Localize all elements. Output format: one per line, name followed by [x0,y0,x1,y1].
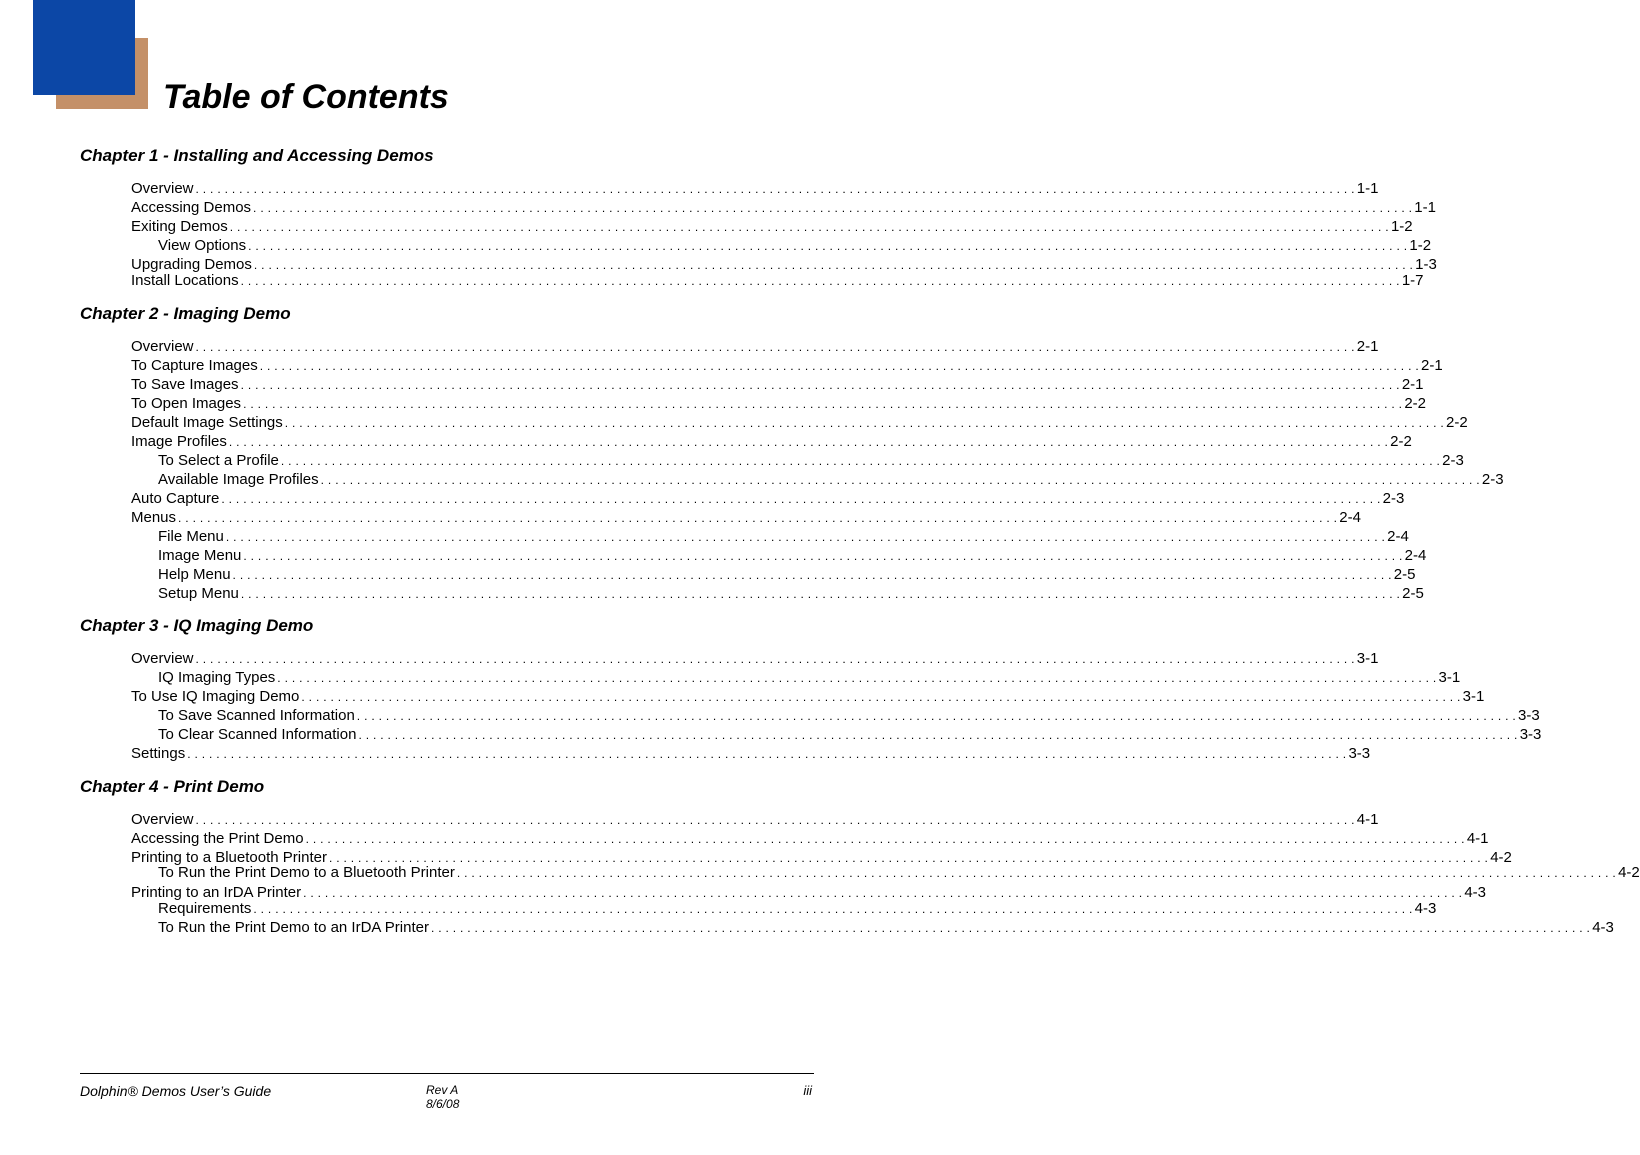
toc-page-number: 3-3 [1348,745,1371,762]
toc-dot-leader: . . . . . . . . . . . . . . . . . . . . . . . . . . . . . . . . . . . . . . . . . . . . . . . . . . . . . . . . . . . . . . . . . . . . . . . . . . . . . . . . . . . . . . . . . . . . . . . . . . . . . . . . . . . . . . . . . . . . . . . . . . . . . . . . . . . . . . . . . . . . . . . . . . . . . . . . . . . . . . . . [253,258,1414,272]
footer-rule [80,1073,814,1074]
toc-entry[interactable] [131,649,1379,668]
toc-dot-leader: . . . . . . . . . . . . . . . . . . . . . . . . . . . . . . . . . . . . . . . . . . . . . . . . . . . . . . . . . . . . . . . . . . . . . . . . . . . . . . . . . . . . . . . . . . . . . . . . . . . . . . . . . . . . . . . . . . . . . . . . . . . . . . . . . . . . . . . . . . . . . . . . . . . . . . . . . . . . . . . . [243,397,1403,411]
toc-entry[interactable] [158,470,1504,489]
toc-entry[interactable] [131,271,1424,290]
toc-page-number: 4-3 [1414,900,1437,917]
toc-entry[interactable] [131,337,1379,356]
toc-entry-label: Settings [131,745,186,762]
toc-dot-leader: . . . . . . . . . . . . . . . . . . . . . . . . . . . . . . . . . . . . . . . . . . . . . . . . . . . . . . . . . . . . . . . . . . . . . . . . . . . . . . . . . . . . . . . . . . . . . . . . . . . . . . . . . . . . . . . . . . . . . . . . . . . . . . . . . . . . . . . . . . . . . . . . . . . . . . . . . . . . . . . . [195,813,1355,827]
toc-entry-label: To Open Images [131,395,242,412]
chapter-heading: Chapter 4 - Print Demo [80,777,265,796]
toc-entry[interactable] [131,413,1468,432]
chapter-heading: Chapter 2 - Imaging Demo [80,304,291,323]
toc-page-number: 2-3 [1481,471,1504,488]
toc-page-number: 1-1 [1414,199,1436,216]
toc-entry[interactable] [131,829,1489,848]
toc-dot-leader: . . . . . . . . . . . . . . . . . . . . . . . . . . . . . . . . . . . . . . . . . . . . . . . . . . . . . . . . . . . . . . . . . . . . . . . . . . . . . . . . . . . . . . . . . . . . . . . . . . . . . . . . . . . . . . . . . . . . . . . . . . . . . . . . . . . . . . . . . . . . . . . . . . . . . . . . . . . . . . . . [248,239,1408,253]
toc-entry-label: Default Image Settings [131,414,283,431]
toc-entry-label: Available Image Profiles [158,471,319,488]
toc-entry[interactable] [158,236,1432,255]
toc-entry-label: Accessing Demos [131,199,252,216]
toc-entry[interactable] [158,725,1542,744]
toc-entry-label: Overview [131,650,194,667]
toc-dot-leader: . . . . . . . . . . . . . . . . . . . . . . . . . . . . . . . . . . . . . . . . . . . . . . . . . . . . . . . . . . . . . . . . . . . . . . . . . . . . . . . . . . . . . . . . . . . . . . . . . . . . . . . . . . . . . . . . . . . . . . . . . . . . . . . . . . . . . . . . . . . . . . . . . . . . . . . . . . . . . . . . [303,886,1463,900]
toc-entry-label: Accessing the Print Demo [131,830,304,847]
toc-entry-label: IQ Imaging Types [158,669,276,686]
toc-page-number: 3-3 [1519,726,1542,743]
toc-entry-label: Setup Menu [158,585,239,602]
toc-dot-leader: . . . . . . . . . . . . . . . . . . . . . . . . . . . . . . . . . . . . . . . . . . . . . . . . . . . . . . . . . . . . . . . . . . . . . . . . . . . . . . . . . . . . . . . . . . . . . . . . . . . . . . . . . . . . . . . . . . . . . . . . . . . . . . . . . . . . . . . . . . . . . . . . . . . . . . . . . . . . . . . . [232,568,1392,582]
toc-entry-label: Auto Capture [131,490,220,507]
toc-page-number: 3-1 [1356,650,1379,667]
toc-page-number: 1-7 [1401,272,1424,289]
toc-page-number: 2-1 [1356,338,1379,355]
toc-entry[interactable] [131,179,1379,198]
toc-entry[interactable] [131,394,1426,413]
toc-entry[interactable] [158,451,1464,470]
toc-page-number: 2-5 [1393,566,1416,583]
toc-dot-leader: . . . . . . . . . . . . . . . . . . . . . . . . . . . . . . . . . . . . . . . . . . . . . . . . . . . . . . . . . . . . . . . . . . . . . . . . . . . . . . . . . . . . . . . . . . . . . . . . . . . . . . . . . . . . . . . . . . . . . . . . . . . . . . . . . . . . . . . . . . . . . . . . . . . . . . . . . . . . . . . . [243,549,1403,563]
toc-dot-leader: . . . . . . . . . . . . . . . . . . . . . . . . . . . . . . . . . . . . . . . . . . . . . . . . . . . . . . . . . . . . . . . . . . . . . . . . . . . . . . . . . . . . . . . . . . . . . . . . . . . . . . . . . . . . . . . . . . . . . . . . . . . . . . . . . . . . . . . . . . . . . . . . . . . . . . . . . . . . . . . . [277,671,1437,685]
toc-dot-leader: . . . . . . . . . . . . . . . . . . . . . . . . . . . . . . . . . . . . . . . . . . . . . . . . . . . . . . . . . . . . . . . . . . . . . . . . . . . . . . . . . . . . . . . . . . . . . . . . . . . . . . . . . . . . . . . . . . . . . . . . . . . . . . . . . . . . . . . . . . . . . . . . . . . . . . . . . . . . . . . . [284,416,1445,430]
toc-entry[interactable] [158,584,1424,603]
toc-entry[interactable] [131,744,1371,763]
toc-entry-label: To Save Scanned Information [158,707,355,724]
toc-page-number: 1-1 [1356,180,1379,197]
toc-entry[interactable] [158,527,1409,546]
toc-entry-label: To Run the Print Demo to an IrDA Printer [158,919,429,936]
toc-page-number: 1-2 [1390,218,1413,235]
toc-entry-label: To Run the Print Demo to a Bluetooth Printer [158,864,455,881]
toc-page-number: 2-2 [1404,395,1426,412]
toc-entry[interactable] [131,217,1413,236]
toc-entry-label: Help Menu [158,566,231,583]
toc-entry[interactable] [158,546,1427,565]
toc-dot-leader: . . . . . . . . . . . . . . . . . . . . . . . . . . . . . . . . . . . . . . . . . . . . . . . . . . . . . . . . . . . . . . . . . . . . . . . . . . . . . . . . . . . . . . . . . . . . . . . . . . . . . . . . . . . . . . . . . . . . . . . . . . . . . . . . . . . . . . . . . . . . . . . . . . . . . . . . . . . . . . . . [320,473,1480,487]
toc-entry[interactable] [158,863,1640,882]
toc-entry-label: Printing to an IrDA Printer [131,884,302,901]
page-title: Table of Contents [163,78,449,116]
toc-dot-leader: . . . . . . . . . . . . . . . . . . . . . . . . . . . . . . . . . . . . . . . . . . . . . . . . . . . . . . . . . . . . . . . . . . . . . . . . . . . . . . . . . . . . . . . . . . . . . . . . . . . . . . . . . . . . . . . . . . . . . . . . . . . . . . . . . . . . . . . . . . . . . . . . . . . . . . . . . . . . . . . . [221,492,1381,506]
toc-entry-label: Image Menu [158,547,242,564]
toc-dot-leader: . . . . . . . . . . . . . . . . . . . . . . . . . . . . . . . . . . . . . . . . . . . . . . . . . . . . . . . . . . . . . . . . . . . . . . . . . . . . . . . . . . . . . . . . . . . . . . . . . . . . . . . . . . . . . . . . . . . . . . . . . . . . . . . . . . . . . . . . . . . . . . . . . . . . . . . . . . . . . . . . [259,359,1419,373]
toc-page-number: 2-3 [1382,490,1405,507]
toc-page-number: 3-1 [1462,688,1485,705]
toc-entry-label: To Capture Images [131,357,258,374]
toc-page-number: 2-4 [1339,509,1361,526]
toc-entry[interactable] [131,687,1485,706]
toc-dot-leader: . . . . . . . . . . . . . . . . . . . . . . . . . . . . . . . . . . . . . . . . . . . . . . . . . . . . . . . . . . . . . . . . . . . . . . . . . . . . . . . . . . . . . . . . . . . . . . . . . . . . . . . . . . . . . . . . . . . . . . . . . . . . . . . . . . . . . . . . . . . . . . . . . . . . . . . . . . . . . . . . [356,709,1517,723]
toc-dot-leader: . . . . . . . . . . . . . . . . . . . . . . . . . . . . . . . . . . . . . . . . . . . . . . . . . . . . . . . . . . . . . . . . . . . . . . . . . . . . . . . . . . . . . . . . . . . . . . . . . . . . . . . . . . . . . . . . . . . . . . . . . . . . . . . . . . . . . . . . . . . . . . . . . . . . . . . . . . . . . . . . [240,274,1400,288]
toc-dot-leader: . . . . . . . . . . . . . . . . . . . . . . . . . . . . . . . . . . . . . . . . . . . . . . . . . . . . . . . . . . . . . . . . . . . . . . . . . . . . . . . . . . . . . . . . . . . . . . . . . . . . . . . . . . . . . . . . . . . . . . . . . . . . . . . . . . . . . . . . . . . . . . . . . . . . . . . . . . . . . . . . [225,530,1386,544]
toc-page-number: 2-4 [1387,528,1409,545]
toc-entry-label: To Save Images [131,376,239,393]
toc-entry[interactable] [131,375,1424,394]
toc-dot-leader: . . . . . . . . . . . . . . . . . . . . . . . . . . . . . . . . . . . . . . . . . . . . . . . . . . . . . . . . . . . . . . . . . . . . . . . . . . . . . . . . . . . . . . . . . . . . . . . . . . . . . . . . . . . . . . . . . . . . . . . . . . . . . . . . . . . . . . . . . . . . . . . . . . . . . . . . . . . . . . . . [195,652,1355,666]
toc-page-number: 2-2 [1446,414,1468,431]
corner-decoration [0,0,160,120]
toc-entry-label: File Menu [158,528,224,545]
toc-entry[interactable] [131,198,1436,217]
chapter-heading: Chapter 3 - IQ Imaging Demo [80,616,314,635]
toc-dot-leader: . . . . . . . . . . . . . . . . . . . . . . . . . . . . . . . . . . . . . . . . . . . . . . . . . . . . . . . . . . . . . . . . . . . . . . . . . . . . . . . . . . . . . . . . . . . . . . . . . . . . . . . . . . . . . . . . . . . . . . . . . . . . . . . . . . . . . . . . . . . . . . . . . . . . . . . . . . . . . . . . [195,340,1355,354]
toc-dot-leader: . . . . . . . . . . . . . . . . . . . . . . . . . . . . . . . . . . . . . . . . . . . . . . . . . . . . . . . . . . . . . . . . . . . . . . . . . . . . . . . . . . . . . . . . . . . . . . . . . . . . . . . . . . . . . . . . . . . . . . . . . . . . . . . . . . . . . . . . . . . . . . . . . . . . . . . . . . . . . . . . [305,832,1465,846]
toc-dot-leader: . . . . . . . . . . . . . . . . . . . . . . . . . . . . . . . . . . . . . . . . . . . . . . . . . . . . . . . . . . . . . . . . . . . . . . . . . . . . . . . . . . . . . . . . . . . . . . . . . . . . . . . . . . . . . . . . . . . . . . . . . . . . . . . . . . . . . . . . . . . . . . . . . . . . . . . . . . . . . . . . [240,587,1401,601]
toc-dot-leader: . . . . . . . . . . . . . . . . . . . . . . . . . . . . . . . . . . . . . . . . . . . . . . . . . . . . . . . . . . . . . . . . . . . . . . . . . . . . . . . . . . . . . . . . . . . . . . . . . . . . . . . . . . . . . . . . . . . . . . . . . . . . . . . . . . . . . . . . . . . . . . . . . . . . . . . . . . . . . . . . [253,902,1413,916]
corner-blue-square [33,0,135,95]
toc-entry[interactable] [131,432,1412,451]
toc-entry[interactable] [158,918,1614,937]
toc-page-number: 2-4 [1404,547,1427,564]
toc-entry-label: Exiting Demos [131,218,228,235]
toc-page-number: 4-1 [1466,830,1489,847]
toc-entry-label: Printing to a Bluetooth Printer [131,849,327,866]
toc-dot-leader: . . . . . . . . . . . . . . . . . . . . . . . . . . . . . . . . . . . . . . . . . . . . . . . . . . . . . . . . . . . . . . . . . . . . . . . . . . . . . . . . . . . . . . . . . . . . . . . . . . . . . . . . . . . . . . . . . . . . . . . . . . . . . . . . . . . . . . . . . . . . . . . . . . . . . . . . . . . . . . . . [187,747,1347,761]
toc-entry-label: Overview [131,180,194,197]
toc-entry-label: Image Profiles [131,433,227,450]
toc-entry-label: Overview [131,338,194,355]
toc-dot-leader: . . . . . . . . . . . . . . . . . . . . . . . . . . . . . . . . . . . . . . . . . . . . . . . . . . . . . . . . . . . . . . . . . . . . . . . . . . . . . . . . . . . . . . . . . . . . . . . . . . . . . . . . . . . . . . . . . . . . . . . . . . . . . . . . . . . . . . . . . . . . . . . . . . . . . . . . . . . . . . . . [280,454,1441,468]
toc-entry-label: To Select a Profile [158,452,279,469]
toc-page-number: 2-1 [1401,376,1424,393]
toc-entry-label: Overview [131,811,194,828]
toc-entry-label: To Clear Scanned Information [158,726,357,743]
toc-entry[interactable] [131,489,1405,508]
toc-entry-label: Upgrading Demos [131,256,252,273]
footer-revision: Rev A [426,1083,459,1097]
toc-entry[interactable] [158,706,1540,725]
toc-page-number: 4-2 [1618,864,1640,881]
toc-page-number: 4-3 [1592,919,1614,936]
toc-dot-leader: . . . . . . . . . . . . . . . . . . . . . . . . . . . . . . . . . . . . . . . . . . . . . . . . . . . . . . . . . . . . . . . . . . . . . . . . . . . . . . . . . . . . . . . . . . . . . . . . . . . . . . . . . . . . . . . . . . . . . . . . . . . . . . . . . . . . . . . . . . . . . . . . . . . . . . . . . . . . . . . . [301,690,1461,704]
toc-entry-label: To Use IQ Imaging Demo [131,688,300,705]
footer-page-number: iii [803,1083,812,1098]
footer-revision-block [426,1083,459,1111]
toc-entry[interactable] [131,508,1361,527]
toc-page-number: 2-5 [1402,585,1424,602]
toc-page-number: 2-3 [1442,452,1464,469]
toc-dot-leader: . . . . . . . . . . . . . . . . . . . . . . . . . . . . . . . . . . . . . . . . . . . . . . . . . . . . . . . . . . . . . . . . . . . . . . . . . . . . . . . . . . . . . . . . . . . . . . . . . . . . . . . . . . . . . . . . . . . . . . . . . . . . . . . . . . . . . . . . . . . . . . . . . . . . . . . . . . . . . . . . [178,511,1338,525]
toc-dot-leader: . . . . . . . . . . . . . . . . . . . . . . . . . . . . . . . . . . . . . . . . . . . . . . . . . . . . . . . . . . . . . . . . . . . . . . . . . . . . . . . . . . . . . . . . . . . . . . . . . . . . . . . . . . . . . . . . . . . . . . . . . . . . . . . . . . . . . . . . . . . . . . . . . . . . . . . . . . . . . . . . [328,851,1489,865]
toc-entry-label: View Options [158,237,247,254]
toc-page-number: 3-3 [1518,707,1540,724]
toc-entry[interactable] [131,356,1443,375]
toc-dot-leader: . . . . . . . . . . . . . . . . . . . . . . . . . . . . . . . . . . . . . . . . . . . . . . . . . . . . . . . . . . . . . . . . . . . . . . . . . . . . . . . . . . . . . . . . . . . . . . . . . . . . . . . . . . . . . . . . . . . . . . . . . . . . . . . . . . . . . . . . . . . . . . . . . . . . . . . . . . . . . . . . [430,921,1591,935]
toc-dot-leader: . . . . . . . . . . . . . . . . . . . . . . . . . . . . . . . . . . . . . . . . . . . . . . . . . . . . . . . . . . . . . . . . . . . . . . . . . . . . . . . . . . . . . . . . . . . . . . . . . . . . . . . . . . . . . . . . . . . . . . . . . . . . . . . . . . . . . . . . . . . . . . . . . . . . . . . . . . . . . . . . [228,435,1389,449]
toc-entry[interactable] [131,810,1379,829]
toc-page-number: 2-2 [1390,433,1412,450]
toc-dot-leader: . . . . . . . . . . . . . . . . . . . . . . . . . . . . . . . . . . . . . . . . . . . . . . . . . . . . . . . . . . . . . . . . . . . . . . . . . . . . . . . . . . . . . . . . . . . . . . . . . . . . . . . . . . . . . . . . . . . . . . . . . . . . . . . . . . . . . . . . . . . . . . . . . . . . . . . . . . . . . . . . [358,728,1518,742]
toc-entry-label: Requirements [158,900,252,917]
toc-page-number: 4-3 [1464,884,1487,901]
toc-entry-label: Install Locations [131,272,239,289]
toc-page-number: 1-2 [1409,237,1432,254]
toc-dot-leader: . . . . . . . . . . . . . . . . . . . . . . . . . . . . . . . . . . . . . . . . . . . . . . . . . . . . . . . . . . . . . . . . . . . . . . . . . . . . . . . . . . . . . . . . . . . . . . . . . . . . . . . . . . . . . . . . . . . . . . . . . . . . . . . . . . . . . . . . . . . . . . . . . . . . . . . . . . . . . . . . [240,378,1400,392]
toc-page-number: 4-2 [1490,849,1512,866]
chapter-heading: Chapter 1 - Installing and Accessing Demos [80,146,434,165]
toc-page-number: 2-1 [1420,357,1443,374]
toc-dot-leader: . . . . . . . . . . . . . . . . . . . . . . . . . . . . . . . . . . . . . . . . . . . . . . . . . . . . . . . . . . . . . . . . . . . . . . . . . . . . . . . . . . . . . . . . . . . . . . . . . . . . . . . . . . . . . . . . . . . . . . . . . . . . . . . . . . . . . . . . . . . . . . . . . . . . . . . . . . . . . . . . [195,182,1355,196]
footer-doc-title: Dolphin® Demos User’s Guide [80,1083,272,1099]
toc-entry-label: Menus [131,509,177,526]
toc-page-number: 3-1 [1438,669,1461,686]
toc-page-number: 4-1 [1356,811,1379,828]
toc-dot-leader: . . . . . . . . . . . . . . . . . . . . . . . . . . . . . . . . . . . . . . . . . . . . . . . . . . . . . . . . . . . . . . . . . . . . . . . . . . . . . . . . . . . . . . . . . . . . . . . . . . . . . . . . . . . . . . . . . . . . . . . . . . . . . . . . . . . . . . . . . . . . . . . . . . . . . . . . . . . . . . . . [253,201,1413,215]
toc-entry[interactable] [158,668,1461,687]
toc-dot-leader: . . . . . . . . . . . . . . . . . . . . . . . . . . . . . . . . . . . . . . . . . . . . . . . . . . . . . . . . . . . . . . . . . . . . . . . . . . . . . . . . . . . . . . . . . . . . . . . . . . . . . . . . . . . . . . . . . . . . . . . . . . . . . . . . . . . . . . . . . . . . . . . . . . . . . . . . . . . . . . . . [229,220,1389,234]
toc-entry[interactable] [158,899,1437,918]
footer-date: 8/6/08 [426,1097,460,1111]
toc-page-number: 1-3 [1415,256,1437,273]
toc-dot-leader: . . . . . . . . . . . . . . . . . . . . . . . . . . . . . . . . . . . . . . . . . . . . . . . . . . . . . . . . . . . . . . . . . . . . . . . . . . . . . . . . . . . . . . . . . . . . . . . . . . . . . . . . . . . . . . . . . . . . . . . . . . . . . . . . . . . . . . . . . . . . . . . . . . . . . . . . . . . . . . . . [456,866,1617,880]
toc-entry[interactable] [158,565,1416,584]
